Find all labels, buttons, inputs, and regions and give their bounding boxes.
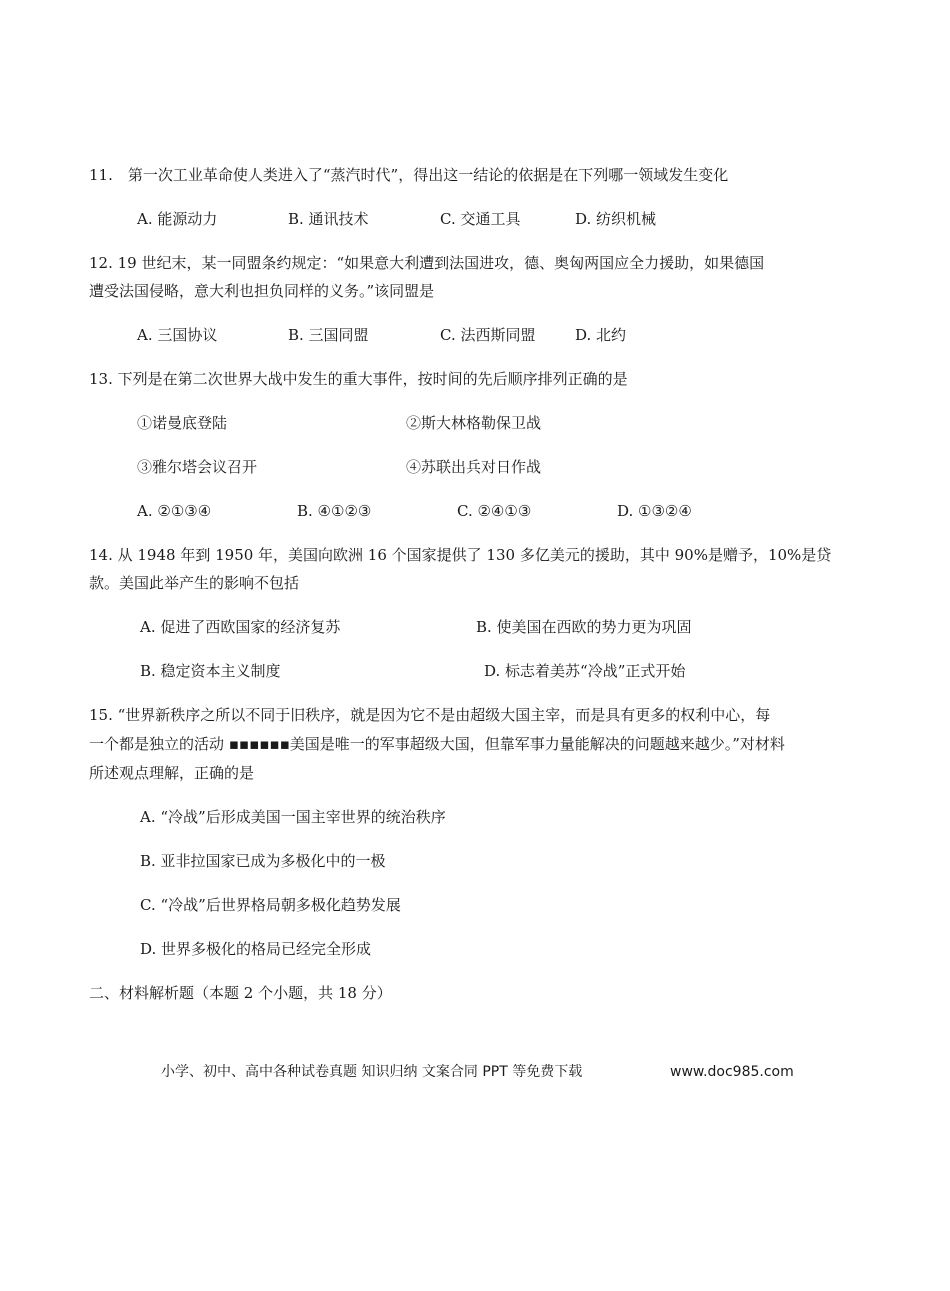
footer-url[interactable]: www.doc985.com [670,1064,794,1080]
question-12-stem-line-2: 遭受法国侵略，意大利也担负同样的义务。”该同盟是 [89,282,435,300]
question-15-option-b: B. 亚非拉国家已成为多极化中的一极 [140,852,386,870]
question-15-option-a: A. “冷战”后形成美国一国主宰世界的统治秩序 [140,808,446,826]
question-13-option-b: B. ④①②③ [297,502,372,520]
question-14-stem-line-2: 款。美国此举产生的影响不包括 [89,574,300,592]
question-15-stem-line-3: 所述观点理解，正确的是 [89,764,255,782]
question-15-stem-line-1: 15. “世界新秩序之所以不同于旧秩序，就是因为它不是由超级大国主宰，而是具有更多的权利中心，每 [89,706,771,724]
question-15-stem-line-2: 一个都是独立的活动 ▪▪▪▪▪▪美国是唯一的军事超级大国，但靠军事力量能解决的问题越来越少。”对材料 [89,735,785,753]
question-13-event-3: ③雅尔塔会议召开 [137,458,258,476]
question-13-event-2: ②斯大林格勒保卫战 [406,414,542,432]
question-12-stem-line-1: 12. 19 世纪末，某一同盟条约规定：“如果意大利遭到法国进攻，德、奥匈两国应全力援助，如果德国 [89,254,765,272]
question-13-option-c: C. ②④①③ [457,502,532,520]
question-11-option-d: D. 纺织机械 [575,210,657,228]
question-13-event-4: ④苏联出兵对日作战 [406,458,542,476]
question-14-stem-line-1: 14. 从 1948 年到 1950 年，美国向欧洲 16 个国家提供了 130 多亿美元的援助，其中 90%是赠予，10%是贷 [89,546,832,564]
question-14-option-3: B. 稳定资本主义制度 [140,662,281,680]
question-12-option-d: D. 北约 [575,326,627,344]
question-12-option-b: B. 三国同盟 [288,326,369,344]
question-12-option-a: A. 三国协议 [137,326,218,344]
question-11-option-c: C. 交通工具 [440,210,521,228]
question-13-option-d: D. ①③②④ [617,502,692,520]
question-15-option-d: D. 世界多极化的格局已经完全形成 [140,940,372,958]
question-14-option-2: B. 使美国在西欧的势力更为巩固 [476,618,692,636]
section-two-heading: 二、材料解析题（本题 2 个小题，共 18 分） [89,984,392,1002]
question-11-option-a: A. 能源动力 [137,210,218,228]
question-14-option-1: A. 促进了西欧国家的经济复苏 [140,618,341,636]
question-13-option-a: A. ②①③④ [137,502,212,520]
question-11-option-b: B. 通讯技术 [288,210,369,228]
footer-text: 小学、初中、高中各种试卷真题 知识归纳 文案合同 PPT 等免费下载 [161,1064,583,1080]
question-15-option-c: C. “冷战”后世界格局朝多极化趋势发展 [140,896,401,914]
question-12-option-c: C. 法西斯同盟 [440,326,536,344]
question-14-option-4: D. 标志着美苏“冷战”正式开始 [484,662,686,680]
question-11-stem: 11. 第一次工业革命使人类进入了“蒸汽时代”，得出这一结论的依据是在下列哪一领域发生变化 [89,166,729,184]
question-13-stem: 13. 下列是在第二次世界大战中发生的重大事件，按时间的先后顺序排列正确的是 [89,370,628,388]
question-13-event-1: ①诺曼底登陆 [137,414,228,432]
